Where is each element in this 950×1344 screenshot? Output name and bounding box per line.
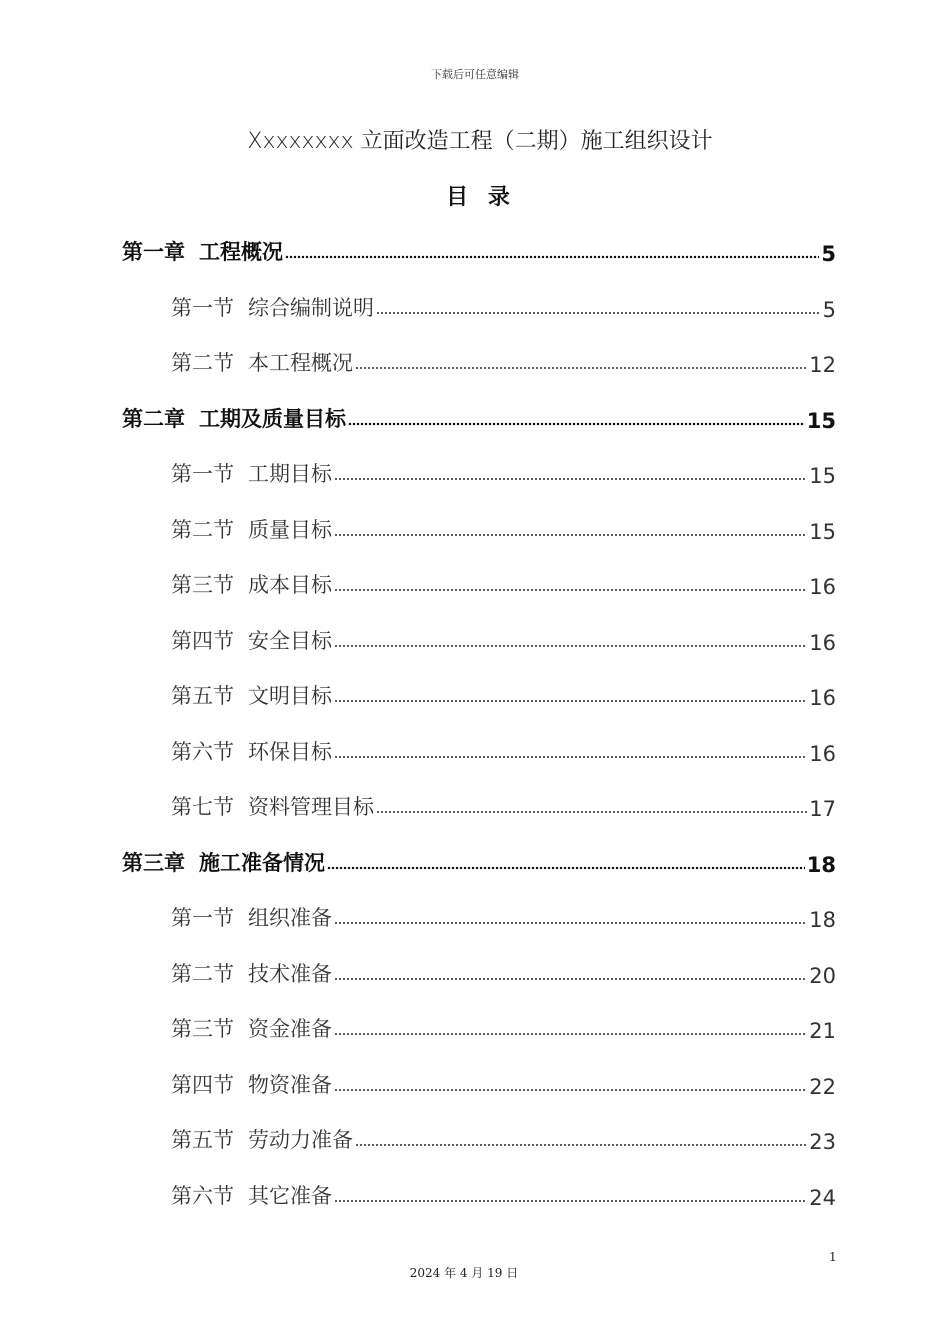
toc-entry-page: 18 xyxy=(809,908,836,932)
toc-entry-title: 物资准备 xyxy=(248,1072,332,1097)
toc-entry-page: 16 xyxy=(809,741,836,766)
toc-entry-title: 安全目标 xyxy=(248,628,332,653)
toc-entry-number: 第六节 xyxy=(171,739,234,764)
toc-chapter-entry[interactable] xyxy=(122,397,836,433)
toc-entry-page: 17 xyxy=(809,797,836,821)
toc-section-entry[interactable] xyxy=(171,1063,836,1099)
toc-entry-title: 资料管理目标 xyxy=(248,795,374,819)
toc-entry-title: 施工准备情况 xyxy=(199,850,325,875)
toc-dot-leader xyxy=(334,533,807,537)
toc-chapter-entry[interactable] xyxy=(122,230,836,266)
toc-entry-label xyxy=(171,902,332,932)
toc-entry-label xyxy=(171,292,374,322)
toc-entry-page: 15 xyxy=(809,464,836,488)
toc-entry-title: 质量目标 xyxy=(248,517,332,542)
toc-dot-leader xyxy=(327,866,805,870)
toc-section-entry[interactable] xyxy=(171,286,836,322)
toc-entry-label xyxy=(171,1069,332,1099)
toc-dot-leader xyxy=(348,422,805,426)
toc-entry-title: 资金准备 xyxy=(248,1017,332,1041)
toc-entry-number: 第六节 xyxy=(171,1183,234,1208)
toc-entry-page: 15 xyxy=(806,408,836,433)
toc-dot-leader xyxy=(334,1088,807,1092)
page-number: 1 xyxy=(829,1250,837,1264)
toc-entry-number: 第五节 xyxy=(171,1128,234,1152)
toc-entry-label xyxy=(171,1180,332,1210)
toc-entry-page: 15 xyxy=(809,519,836,544)
toc-entry-page: 21 xyxy=(809,1019,836,1043)
toc-entry-title: 工程概况 xyxy=(199,240,283,264)
toc-entry-title: 技术准备 xyxy=(248,961,332,986)
toc-entry-label xyxy=(171,680,332,710)
toc-entry-page: 20 xyxy=(809,963,836,988)
toc-section-entry[interactable] xyxy=(171,508,836,544)
toc-entry-label xyxy=(122,847,325,877)
toc-entry-title: 本工程概况 xyxy=(248,351,353,375)
toc-entry-label xyxy=(122,403,346,433)
toc-entry-number: 第一节 xyxy=(171,906,234,930)
toc-entry-number: 第五节 xyxy=(171,684,234,708)
toc-entry-label xyxy=(171,625,332,655)
toc-dot-leader xyxy=(285,255,819,259)
toc-section-entry[interactable] xyxy=(171,563,836,599)
toc-entry-page: 16 xyxy=(809,686,836,710)
toc-entry-number: 第二节 xyxy=(171,961,234,986)
toc-dot-leader xyxy=(334,755,807,759)
toc-entry-number: 第二章 xyxy=(122,406,185,431)
toc-entry-page: 12 xyxy=(809,353,836,377)
toc-dot-leader xyxy=(334,1199,807,1203)
toc-dot-leader xyxy=(334,644,807,648)
toc-section-entry[interactable] xyxy=(171,785,836,821)
toc-section-entry[interactable] xyxy=(171,341,836,377)
toc-dot-leader xyxy=(334,921,807,925)
toc-entry-title: 综合编制说明 xyxy=(248,295,374,320)
toc-entry-number: 第二节 xyxy=(171,517,234,542)
toc-section-entry[interactable] xyxy=(171,952,836,988)
toc-entry-number: 第一章 xyxy=(122,240,185,264)
toc-entry-number: 第二节 xyxy=(171,351,234,375)
toc-entry-number: 第四节 xyxy=(171,1072,234,1097)
toc-entry-title: 其它准备 xyxy=(248,1183,332,1208)
toc-entry-label xyxy=(171,1013,332,1043)
toc-entry-number: 第四节 xyxy=(171,628,234,653)
toc-entry-title: 环保目标 xyxy=(248,739,332,764)
toc-entry-label xyxy=(171,736,332,766)
toc-chapter-entry[interactable] xyxy=(122,841,836,877)
toc-entry-page: 18 xyxy=(806,852,836,877)
toc-entry-label xyxy=(171,514,332,544)
toc-entry-label xyxy=(171,458,332,488)
toc-entry-label xyxy=(171,791,374,821)
toc-entry-number: 第一节 xyxy=(171,462,234,486)
toc-entry-number: 第七节 xyxy=(171,795,234,819)
toc-entry-title: 文明目标 xyxy=(248,684,332,708)
toc-dot-leader xyxy=(376,810,807,814)
header-note: 下载后可任意编辑 xyxy=(431,68,519,81)
toc-entry-page: 5 xyxy=(821,242,836,266)
toc-entry-page: 16 xyxy=(809,630,836,655)
toc-entry-page: 16 xyxy=(809,575,836,599)
document-title: Xxxxxxxx 立面改造工程（二期）施工组织设计 xyxy=(247,129,713,154)
toc-dot-leader xyxy=(334,588,807,592)
toc-entry-title: 劳动力准备 xyxy=(248,1128,353,1152)
footer-date: 2024 年 4 月 19 日 xyxy=(409,1266,519,1280)
toc-section-entry[interactable] xyxy=(171,619,836,655)
toc-entry-label xyxy=(171,347,353,377)
toc-entry-label xyxy=(171,569,332,599)
toc-entry-page: 22 xyxy=(809,1074,836,1099)
toc-section-entry[interactable] xyxy=(171,730,836,766)
toc-entry-number: 第三节 xyxy=(171,1017,234,1041)
toc-dot-leader xyxy=(334,977,807,981)
toc-section-entry[interactable] xyxy=(171,1174,836,1210)
toc-entry-label xyxy=(122,236,283,266)
toc-dot-leader xyxy=(355,366,807,370)
toc-entry-label xyxy=(171,958,332,988)
toc-entry-page: 24 xyxy=(809,1185,836,1210)
toc-entry-number: 第三章 xyxy=(122,850,185,875)
toc-dot-leader xyxy=(355,1143,807,1147)
toc-section-entry[interactable] xyxy=(171,896,836,932)
toc-entry-title: 工期及质量目标 xyxy=(199,406,346,431)
toc-entry-title: 工期目标 xyxy=(248,462,332,486)
toc-dot-leader xyxy=(376,311,821,315)
toc-entry-page: 23 xyxy=(809,1130,836,1154)
toc-dot-leader xyxy=(334,1032,807,1036)
toc-entry-label xyxy=(171,1124,353,1154)
toc-dot-leader xyxy=(334,477,807,481)
toc-section-entry[interactable] xyxy=(171,674,836,710)
toc-dot-leader xyxy=(334,699,807,703)
toc-entry-title: 组织准备 xyxy=(248,906,332,930)
toc-entry-page: 5 xyxy=(822,297,836,322)
toc-section-entry[interactable] xyxy=(171,1118,836,1154)
toc-heading: 目 录 xyxy=(446,185,516,210)
toc-entry-title: 成本目标 xyxy=(248,573,332,597)
toc-section-entry[interactable] xyxy=(171,452,836,488)
toc-section-entry[interactable] xyxy=(171,1007,836,1043)
toc-entry-number: 第一节 xyxy=(171,295,234,320)
toc-entry-number: 第三节 xyxy=(171,573,234,597)
